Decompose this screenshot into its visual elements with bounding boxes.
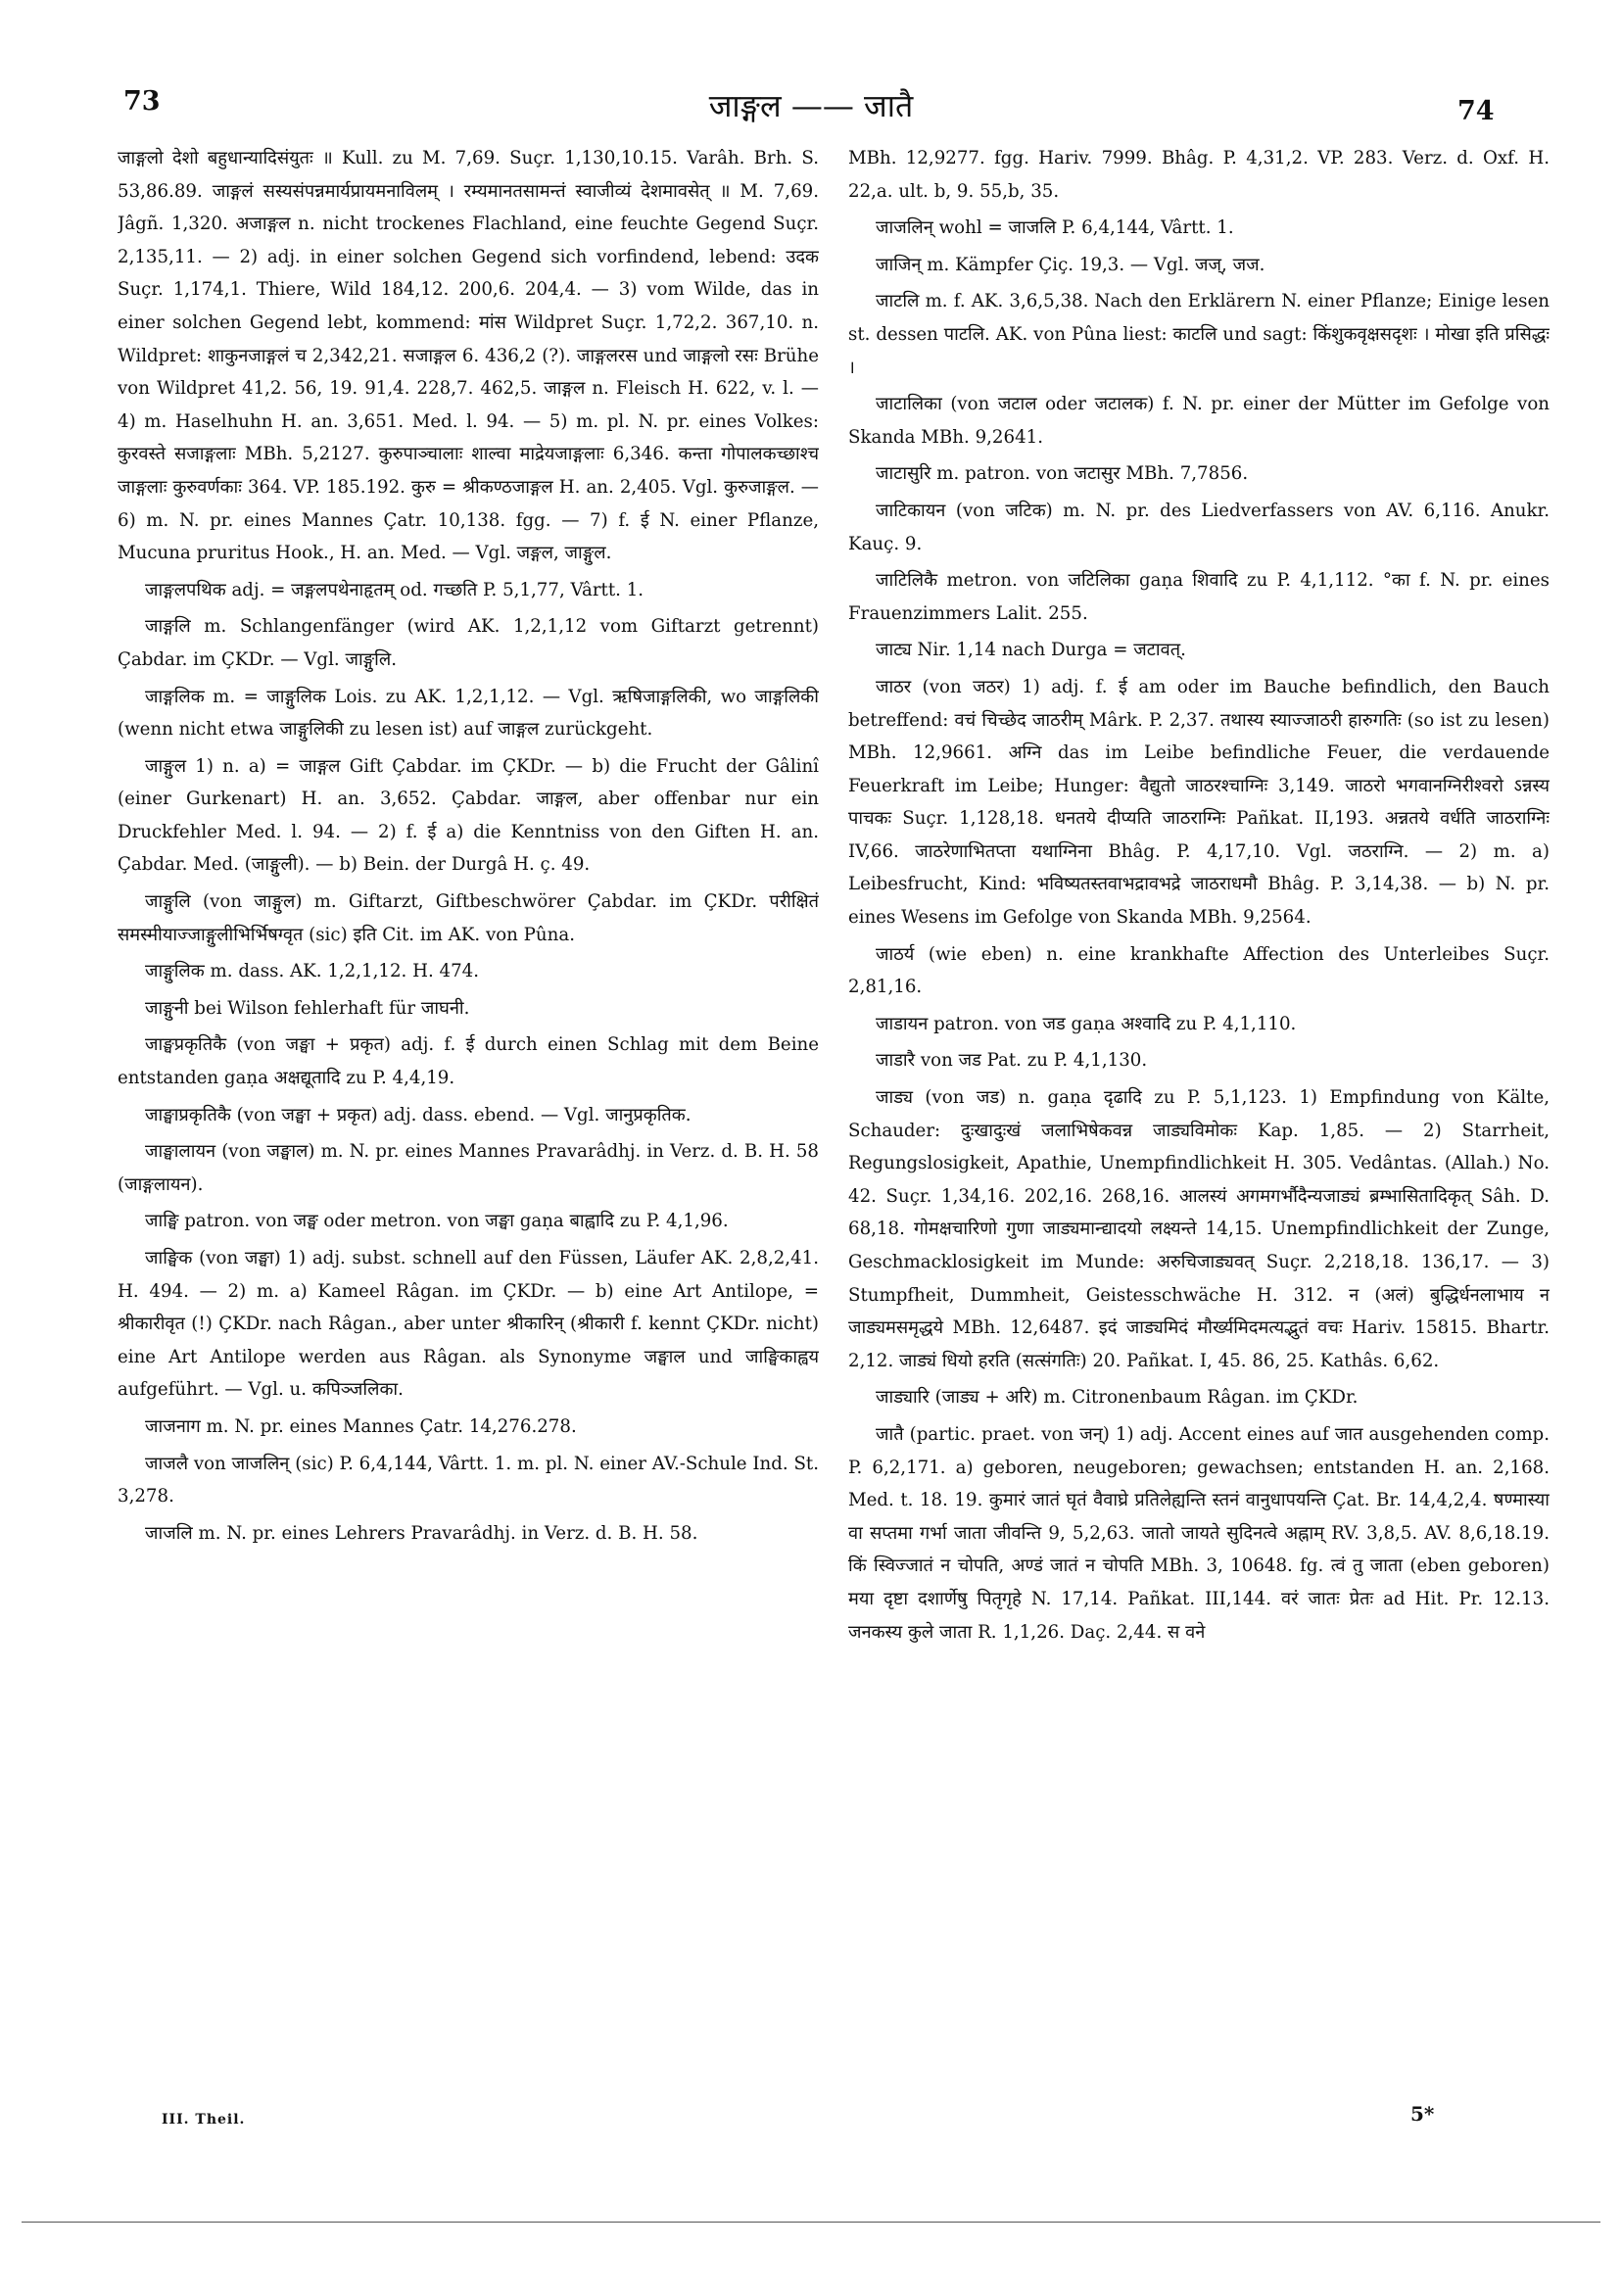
dictionary-entry: जाटालिका (von जटाल oder जटालक) f. N. pr. einer der Mütter im Gefolge von Skanda MBh. 9,2641. — [848, 394, 1550, 448]
dictionary-entry: जाजलिन् wohl = जाजलि P. 6,4,144, Vârtt. 1. — [876, 217, 1234, 239]
page-number-right: 74 — [1457, 96, 1495, 126]
dictionary-entry: जाटिकायन (von जटिक) m. N. pr. des Liedverfassers von AV. 6,116. Anukr. Kauç. 9. — [848, 500, 1550, 554]
signature-mark: 5* — [1410, 2102, 1435, 2126]
bottom-rule — [22, 2222, 1600, 2223]
dictionary-entry: जाङ्घालायन (von जङ्घाल) m. N. pr. eines Mannes Pravarâdhj. in Verz. d. B. H. 58 (जाङ्गलायन). — [118, 1141, 819, 1195]
dictionary-entry: जाजिन् m. Kämpfer Çiç. 19,3. — Vgl. जज्, जज. — [876, 254, 1265, 275]
dictionary-entry: जाठर्य (wie eben) n. eine krankhafte Affection des Unterleibes Suçr. 2,81,16. — [848, 943, 1550, 998]
dictionary-entry: जाङ्गलो देशो बहुधान्यादिसंयुतः ॥ Kull. zu M. 7,69. Suçr. 1,130,10.15. Varâh. Brh. S. 53,86.89. जाङ्गलं सस्यसंपन्नमार्यप्रायमनाविलम् । रम्यमानतसामन्तं स्वाजीव्यं देशमावसेत् ॥ M. 7,69. Jâgñ. 1,320. अजाङ्गल n. nicht trockenes Flachland, eine feuchte Gegend Suçr. 2,135,11. — 2) adj. in einer solchen Gegend sich vorfindend, lebend: उदक Suçr. 1,174,1. Thiere, Wild 184,12. 200,6. 204,4. — 3) vom Wilde, das in einer solchen Gegend lebt, kommend: मांस Wildpret Suçr. 1,72,2. 367,10. n. Wildpret: शाकुनजाङ्गलं च 2,342,21. सजाङ्गल 6. 436,2 (?). जाङ्गलरस und जाङ्गलो रसः Brühe von Wildpret 41,2. 56, 19. 91,4. 228,7. 462,5. जाङ्गल n. Fleisch H. 622, v. l. — 4) m. Haselhuhn H. an. 3,651. Med. l. 94. — 5) m. pl. N. pr. eines Volkes: कुरवस्ते सजाङ्गलाः MBh. 5,2127. कुरुपाञ्चालाः शाल्वा माद्रेयजाङ्गलाः 6,346. कन्ता गोपालकच्छाश्च जाङ्गलाः कुरुवर्णकाः 364. VP. 185.192. कुरु = श्रीकण्ठजाङ्गल H. an. 2,405. Vgl. कुरुजाङ्गल. — 6) m. N. pr. eines Mannes Çatr. 10,138. fgg. — 7) f. ई N. einer Pflanze, Mucuna pruritus Hook., H. an. Med. — Vgl. जङ्गल, जाङ्गुल. — [118, 148, 819, 564]
dictionary-entry: जाङ्घप्रकृतिकै (von जङ्घा + प्रकृत) adj. f. ई durch einen Schlag mit dem Beine entstanden gaṇa अक्षद्यूतादि zu P. 4,4,19. — [118, 1034, 819, 1089]
dictionary-entry: जाठर (von जठर) 1) adj. f. ई am oder im Bauche befindlich, den Bauch betreffend: वचं चिच्छेद जाठरीम् Mârk. P. 2,37. तथास्य स्याज्जाठरी हारुगतिः (so ist zu lesen) MBh. 12,9661. अग्नि das im Leibe befindliche Feuer, die verdauende Feuerkraft im Leibe; Hunger: वैद्युतो जाठरश्चाग्निः 3,149. जाठरो भगवानग्निरीश्वरो ऽन्नस्य पाचकः Suçr. 1,128,18. धनतये दीप्यति जाठराग्निः Pañkat. II,193. अन्नतये वर्धति जाठराग्निः IV,66. जाठरेणाभितप्ता यथाग्निना Bhâg. P. 4,17,10. Vgl. जठराग्नि. — 2) m. a) Leibesfrucht, Kind: भविष्यतस्तवाभद्रावभद्रे जाठराधमौ Bhâg. P. 3,14,38. — b) N. pr. eines Wesens im Gefolge von Skanda MBh. 9,2564. — [848, 676, 1550, 929]
dictionary-entry: जाजलि m. N. pr. eines Lehrers Pravarâdhj. in Verz. d. B. H. 58. — [145, 1522, 698, 1544]
dictionary-entry: जाङ्घाप्रकृतिकै (von जङ्घा + प्रकृत) adj. dass. ebend. — Vgl. जानुप्रकृतिक. — [145, 1104, 692, 1125]
dictionary-entry: जाड्य (von जड) n. gaṇa दृढादि zu P. 5,1,123. 1) Empfindung von Kälte, Schauder: दुःखादुःखं जलाभिषेकवन्न जाड्यविमोकः Kap. 1,85. — 2) Starrheit, Regungslosigkeit, Apathie, Unempfindlichkeit H. 305. Vedântas. (Allah.) No. 42. Suçr. 1,34,16. 202,16. 268,16. आलस्यं अगमगर्भौदैन्यजाड्यं ब्रम्भासितादिकृत् Sâh. D. 68,18. गोमक्षचारिणो गुणा जाड्यमान्द्यादयो लक्ष्यन्ते 14,15. Unempfindlichkeit der Zunge, Geschmacklosigkeit im Munde: अरुचिजाड्यवत् Suçr. 2,218,18. 136,17. — 3) Stumpfheit, Dummheit, Geistesschwäche H. 312. न (अलं) बुद्धिर्धनलाभाय न जाड्यमसमृद्धये MBh. 12,6487. इदं जाड्यमिदं मौर्ख्यमिदमत्यद्भुतं वचः Hariv. 15815. Bhartr. 2,12. जाड्यं धियो हरति (सत्संगतिः) 20. Pañkat. I, 45. 86, 25. Kathâs. 6,62. — [848, 1087, 1550, 1371]
dictionary-entry: जाङ्गुल 1) n. a) = जाङ्गल Gift Çabdar. im ÇKDr. — b) die Frucht der Gâlinî (einer Gurkenart) H. an. 3,652. Çabdar. जाङ्गल, aber offenbar nur ein Druckfehler Med. l. 94. — 2) f. ई a) die Kenntniss von den Giften H. an. Çabdar. Med. (जाङ्गुली). — b) Bein. der Durgâ H. ç. 49. — [118, 755, 819, 876]
dictionary-entry: जातै (partic. praet. von जन्) 1) adj. Accent eines auf जात ausgehenden comp. P. 6,2,171. a) geboren, neugeboren; gewachsen; entstanden H. an. 2,168. Med. t. 18. 19. कुमारं जातं घृतं वैवाघ्रे प्रतिलेह्यन्ति स्तनं वानुधापयन्ति Çat. Br. 14,4,2,4. षण्मास्या वा सप्तमा गर्भा जाता जीवन्ति 9, 5,2,63. जातो जायते सुदिनत्वे अह्नाम् RV. 3,8,5. AV. 8,6,18.19. किं स्विज्जातं न चोपति, अण्डं जातं न चोपति MBh. 3, 10648. fg. त्वं तु जाता (eben geboren) मया दृष्टा दशार्णेषु पितृगृहे N. 17,14. Pañkat. III,144. वरं जातः प्रेतः ad Hit. Pr. 12.13. जनकस्य कुले जाता R. 1,1,26. Daç. 2,44. स वने — [848, 1423, 1550, 1643]
page-header — [0, 80, 1622, 139]
dictionary-entry: जाड्यारि (जाड्य + अरि) m. Citronenbaum Râgan. im ÇKDr. — [876, 1387, 1359, 1409]
dictionary-entry: जाङ्गुलिक m. dass. AK. 1,2,1,12. H. 474. — [145, 961, 480, 982]
dictionary-entry: जाङ्गलि m. Schlangenfänger (wird AK. 1,2,1,12 vom Giftarzt getrennt) Çabdar. im ÇKDr. — Vgl. जाङ्गुलि. — [118, 616, 819, 670]
dictionary-entry: जाटिलिकै metron. von जटिलिका gaṇa शिवादि zu P. 4,1,112. °का f. N. pr. eines Frauenzimmers Lalit. 255. — [848, 570, 1550, 624]
dictionary-entry: जाङ्गलपथिक adj. = जङ्गलपथेनाहृतम् od. गच्छति P. 5,1,77, Vârtt. 1. — [145, 579, 644, 600]
dictionary-entry: MBh. 12,9277. fgg. Hariv. 7999. Bhâg. P. 4,31,2. VP. 283. Verz. d. Oxf. H. 22,a. ult. b, 9. 55,b, 35. — [848, 148, 1550, 202]
dictionary-entry: जाडायन patron. von जड gaṇa अश्वादि zu P. 4,1,110. — [876, 1013, 1297, 1034]
dictionary-entry: जाङ्गुलि (von जाङ्गुल) m. Giftarzt, Giftbeschwörer Çabdar. im ÇKDr. परीक्षितं समस्मीयाज्जाङ्गुलीभिर्भिषग्वृत (sic) इति Cit. im AK. von Pûna. — [118, 891, 819, 945]
dictionary-entry: जाटासुरि m. patron. von जटासुर MBh. 7,7856. — [876, 463, 1249, 485]
dictionary-entry: जाडारै von जड Pat. zu P. 4,1,130. — [876, 1050, 1148, 1072]
dictionary-entry: जाटलि m. f. AK. 3,6,5,38. Nach den Erklärern N. einer Pflanze; Einige lesen st. dessen पाटलि. AK. von Pûna liest: काटलि und sagt: किंशुकवृक्षसदृशः । मोखा इति प्रसिद्धः । — [848, 291, 1550, 378]
dictionary-entry: जाट्य Nir. 1,14 nach Durga = जटावत्. — [876, 640, 1186, 661]
right-column — [848, 142, 1550, 2081]
dictionary-entry: जाजनाग m. N. pr. eines Mannes Çatr. 14,276.278. — [145, 1415, 577, 1437]
dictionary-entry: जाङ्घि patron. von जङ्घ oder metron. von जङ्घा gaṇa बाह्वादि zu P. 4,1,96. — [145, 1211, 729, 1232]
page-number-left: 73 — [123, 86, 161, 117]
part-note: III. Theil. — [162, 2112, 246, 2128]
running-head: जाङ्गल —— जातै — [708, 87, 914, 124]
dictionary-entry: जाजलै von जाजलिन् (sic) P. 6,4,144, Vârtt. 1. m. pl. N. einer AV.-Schule Ind. St. 3,278. — [118, 1453, 819, 1507]
dictionary-entry: जाङ्गलिक m. = जाङ्गुलिक Lois. zu AK. 1,2,1,12. — Vgl. ऋषिजाङ्गलिकी, wo जाङ्गलिकी (wenn nicht etwa जाङ्गुलिकी zu lesen ist) auf जाङ्गल zurückgeht. — [118, 686, 819, 741]
dictionary-entry: जाङ्घिक (von जङ्घा) 1) adj. subst. schnell auf den Füssen, Läufer AK. 2,8,2,41. H. 494. — 2) m. a) Kameel Râgan. im ÇKDr. — b) eine Art Antilope, = श्रीकारीवृत (!) ÇKDr. nach Râgan., aber unter श्रीकारिन् (श्रीकारी f. kennt ÇKDr. nicht) eine Art Antilope werden aus Râgan. als Synonyme जङ्घाल und जाङ्घिकाह्वय aufgeführt. — Vgl. u. कपिञ्जलिका. — [118, 1248, 819, 1401]
dictionary-entry: जाङ्गुनी bei Wilson fehlerhaft für जाघनी. — [145, 997, 470, 1019]
left-column — [118, 142, 819, 2081]
